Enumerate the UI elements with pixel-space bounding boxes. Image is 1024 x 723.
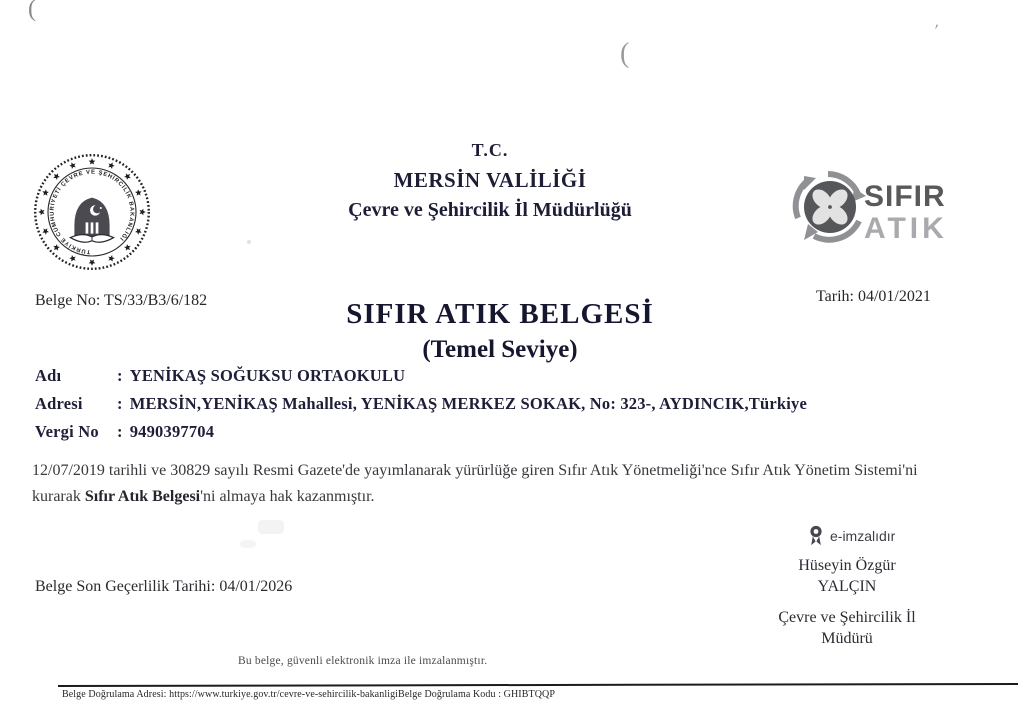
detail-label: Adresi [35, 394, 83, 413]
detail-label: Vergi No [35, 422, 99, 441]
validity-date: Belge Son Geçerlilik Tarihi: 04/01/2026 [35, 578, 293, 595]
rosette-seal-icon [808, 524, 824, 547]
scan-artifact-tick: ' [929, 20, 941, 40]
seal-emblem-icon [70, 198, 113, 243]
seal-ring-text: TÜRKİYE CUMHURİYETİ ÇEVRE VE ŞEHİRCİLİK BAKANLIĞI [49, 169, 135, 255]
detail-separator: : [117, 366, 123, 385]
scan-artifact-paren: ( [28, 0, 36, 22]
body-text-bold: Sıfır Atık Belgesi [84, 488, 201, 505]
signature-block [766, 555, 928, 649]
certificate-title-block [0, 298, 1000, 364]
detail-row-address [35, 394, 807, 414]
certificate-body-text [32, 458, 937, 510]
document-header [275, 140, 705, 222]
logo-text-atik: ATIK [864, 212, 944, 245]
signer-name-line1: Hüseyin Özgür [798, 557, 896, 574]
certificate-subtitle: (Temel Seviye) [422, 336, 578, 363]
document-date: Tarih: 04/01/2021 [816, 288, 931, 305]
sifir-atik-logo-icon [792, 166, 944, 248]
detail-value: 9490397704 [129, 422, 215, 441]
scan-smudge [258, 520, 284, 534]
document-number: Belge No: TS/33/B3/6/182 [35, 292, 208, 309]
ministry-seal [30, 152, 154, 272]
detail-row-tax-no [35, 422, 807, 442]
body-text-before: 12/07/2019 tarihli ve 30829 sayılı Resmi Gazete'de yayımlanarak yürürlüğe giren Sıfır Atık Yönetmeliği'nce Sıfır Atık Yönetim Sistemi'ni kurarak [32, 462, 918, 505]
ministry-seal-icon [30, 152, 154, 272]
signer-name-line2: YALÇIN [817, 578, 877, 595]
scan-smudge [247, 240, 251, 244]
esign-label: e-imzalıdır [830, 527, 896, 544]
detail-value: YENİKAŞ SOĞUKSU ORTAOKULU [129, 366, 406, 385]
sifir-atik-logo [792, 166, 944, 248]
detail-separator: : [117, 422, 123, 441]
detail-label: Adı [35, 366, 62, 385]
signer-title-line2: Müdürü [821, 630, 873, 647]
header-tc: T.C. [471, 140, 509, 160]
signer-title-line1: Çevre ve Şehircilik İl [778, 609, 916, 626]
body-text-after: 'ni almaya hak kazanmıştır. [200, 488, 375, 505]
detail-row-name [35, 366, 807, 386]
esign-row [808, 524, 928, 547]
scan-artifact-paren: ( [620, 38, 630, 69]
esign-note: Bu belge, güvenli elektronik imza ile imzalanmıştır. [238, 655, 488, 667]
detail-separator: : [117, 394, 123, 413]
logo-text-sifir: SIFIR [864, 180, 944, 213]
detail-value: MERSİN,YENİKAŞ Mahallesi, YENİKAŞ MERKEZ SOKAK, No: 323-, AYDINCIK,Türkiye [129, 394, 808, 413]
certificate-title: SIFIR ATIK BELGESİ [346, 298, 654, 330]
scan-smudge [240, 540, 256, 548]
footer-divider [58, 683, 1018, 687]
recipient-details [35, 366, 807, 450]
header-authority: MERSİN VALİLİĞİ [393, 168, 587, 192]
verification-info: Belge Doğrulama Adresi: https://www.turkiye.gov.tr/cevre-ve-sehircilik-bakanligiBelge Doğrulama Kodu : GHIBTQQP [62, 689, 556, 700]
header-department: Çevre ve Şehircilik İl Müdürlüğü [348, 199, 632, 221]
